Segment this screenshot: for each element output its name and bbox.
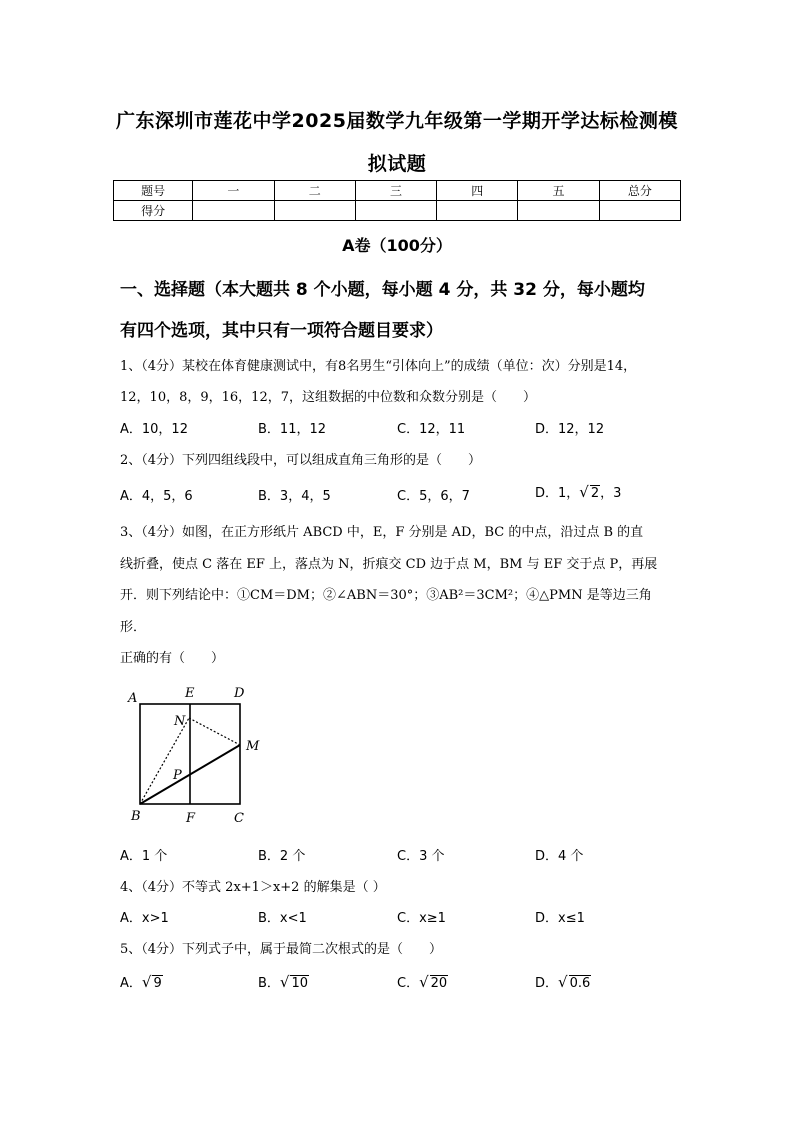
label-e: E xyxy=(185,686,195,701)
q1-stem-line2: 12，10，8，9，16，12，7，这组数据的中位数和众数分别是（ ） xyxy=(120,390,536,405)
q5-option-b[interactable] xyxy=(258,972,309,991)
q2-option-b[interactable]: B．3，4，5 xyxy=(258,489,331,504)
score-cell[interactable] xyxy=(274,201,355,221)
score-header-cell: 一 xyxy=(193,181,274,201)
q1-option-b[interactable]: B．11，12 xyxy=(258,422,327,437)
q2-option-a[interactable]: A．4，5，6 xyxy=(120,489,193,504)
q5-option-a[interactable] xyxy=(120,972,163,991)
dotted-line-nm xyxy=(189,718,240,745)
score-row-label: 得分 xyxy=(114,201,193,221)
q5-option-a-radicand: 9 xyxy=(153,976,162,991)
q3-square-figure xyxy=(118,682,278,828)
score-cell[interactable] xyxy=(437,201,518,221)
q5-option-b-radicand: 10 xyxy=(291,976,309,991)
score-table-score-row xyxy=(114,201,681,221)
q1-option-a[interactable]: A．10，12 xyxy=(120,422,188,437)
q3-stem-line3: 开．则下列结论中：①CM＝DM；②∠ABN＝30°；③AB²＝3CM²；④△PMN 是等边三角 xyxy=(120,588,652,603)
q3-stem-line1: 3、（4分）如图，在正方形纸片 ABCD 中，E，F 分别是 AD，BC 的中点，沿过点 B 的直 xyxy=(120,525,644,540)
q3-stem-line4: 形． xyxy=(120,620,147,635)
label-c: C xyxy=(234,811,244,826)
exam-title-line2: 拟试题 xyxy=(367,153,427,175)
q2-option-d-prefix: D．1， xyxy=(535,486,580,501)
q2-stem: 2、（4分）下列四组线段中，可以组成直角三角形的是（ ） xyxy=(120,453,482,468)
dotted-line-bn xyxy=(140,718,189,804)
sqrt-icon: √ xyxy=(579,483,589,501)
q3-option-c[interactable]: C．3 个 xyxy=(397,849,445,864)
sqrt-icon: √ xyxy=(558,973,568,991)
sqrt-icon: √ xyxy=(419,973,429,991)
sqrt-icon: √ xyxy=(141,973,152,991)
q5-option-c-radicand: 20 xyxy=(430,976,448,991)
sqrt-icon: √ xyxy=(279,973,290,991)
q4-stem: 4、（4分）不等式 2x+1＞x+2 的解集是（ ） xyxy=(120,880,386,895)
score-cell[interactable] xyxy=(193,201,274,221)
score-cell[interactable] xyxy=(518,201,599,221)
q2-option-d[interactable] xyxy=(535,482,621,501)
q5-option-b-letter: B． xyxy=(258,976,280,991)
label-a: A xyxy=(128,691,138,706)
label-n: N xyxy=(174,714,186,729)
q3-option-b[interactable]: B．2 个 xyxy=(258,849,306,864)
q4-option-b[interactable]: B．x<1 xyxy=(258,911,307,926)
q2-option-c[interactable]: C．5，6，7 xyxy=(397,489,470,504)
q5-stem: 5、（4分）下列式子中，属于最简二次根式的是（ ） xyxy=(120,942,443,957)
label-b: B xyxy=(131,809,141,824)
q5-option-d[interactable] xyxy=(535,972,591,991)
q3-stem-line5: 正确的有（ ） xyxy=(120,651,225,666)
q2-option-d-suffix: ，3 xyxy=(600,486,622,501)
score-header-cell: 题号 xyxy=(114,181,193,201)
q5-option-c[interactable] xyxy=(397,972,448,991)
score-cell[interactable] xyxy=(599,201,680,221)
score-header-cell: 总分 xyxy=(599,181,680,201)
q1-stem-line1: 1、（4分）某校在体育健康测试中，有8名男生“引体向上”的成绩（单位：次）分别是14， xyxy=(120,359,637,374)
q5-option-d-letter: D． xyxy=(535,976,559,991)
score-table-header-row xyxy=(114,181,681,201)
q5-option-a-letter: A． xyxy=(120,976,142,991)
part1-heading-line1: 一、选择题（本大题共 8 个小题，每小题 4 分，共 32 分，每小题均 xyxy=(120,280,645,300)
q2-option-d-radicand: 2 xyxy=(590,486,600,501)
score-header-cell: 五 xyxy=(518,181,599,201)
part1-heading-line2: 有四个选项，其中只有一项符合题目要求） xyxy=(120,321,443,341)
q4-option-a[interactable]: A．x>1 xyxy=(120,911,169,926)
q4-option-c[interactable]: C．x≥1 xyxy=(397,911,446,926)
label-m: M xyxy=(246,739,260,754)
label-f: F xyxy=(186,811,196,826)
section-a-heading: A卷（100分） xyxy=(342,236,452,255)
q5-option-d-radicand: 0.6 xyxy=(569,976,591,991)
exam-title-line1: 广东深圳市莲花中学2025届数学九年级第一学期开学达标检测模 xyxy=(116,110,678,132)
score-header-cell: 四 xyxy=(437,181,518,201)
q3-option-a[interactable]: A．1 个 xyxy=(120,849,168,864)
score-table xyxy=(113,180,681,221)
q1-option-c[interactable]: C．12，11 xyxy=(397,422,466,437)
score-header-cell: 三 xyxy=(355,181,436,201)
score-cell[interactable] xyxy=(355,201,436,221)
label-d: D xyxy=(234,686,245,701)
q3-stem-line2: 线折叠，使点 C 落在 EF 上，落点为 N，折痕交 CD 边于点 M，BM 与 EF 交于点 P，再展 xyxy=(120,557,658,572)
label-p: P xyxy=(173,768,182,783)
q3-option-d[interactable]: D．4 个 xyxy=(535,849,584,864)
score-header-cell: 二 xyxy=(274,181,355,201)
q1-option-d[interactable]: D．12，12 xyxy=(535,422,605,437)
q4-option-d[interactable]: D．x≤1 xyxy=(535,911,585,926)
q5-option-c-letter: C． xyxy=(397,976,420,991)
